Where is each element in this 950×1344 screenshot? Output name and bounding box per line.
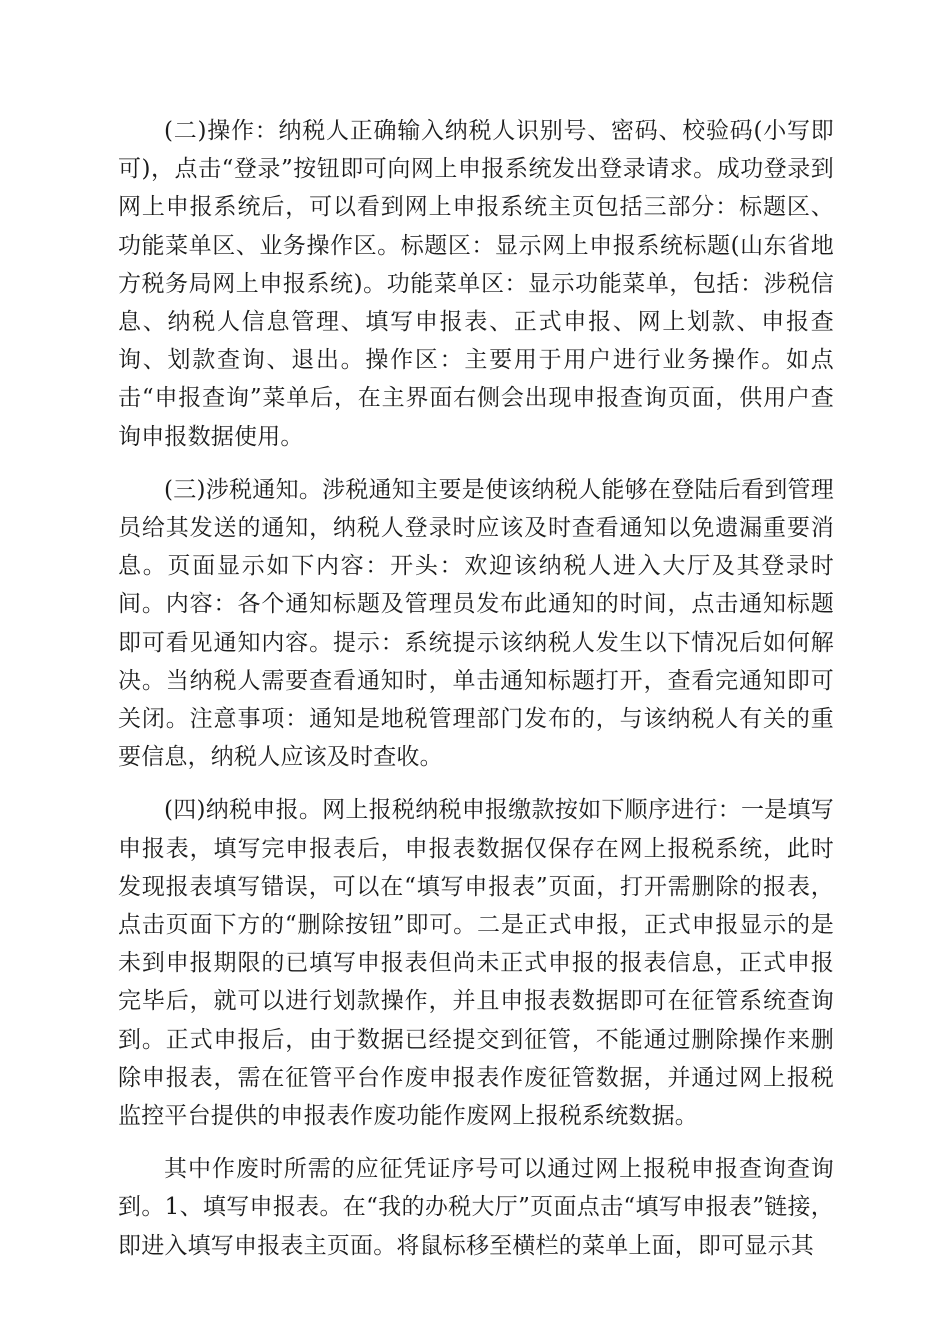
- paragraph-operation: (二)操作：纳税人正确输入纳税人识别号、密码、校验码(小写即可)，点击“登录”按钮即可向网上申报系统发出登录请求。成功登录到网上申报系统后，可以看到网上申报系统主页包括三部分：标题区、功能菜单区、业务操作区。标题区：显示网上申报系统标题(山东省地方税务局网上申报系统)。功能菜单区：显示功能菜单，包括：涉税信息、纳税人信息管理、填写申报表、正式申报、网上划款、申报查询、划款查询、退出。操作区：主要用于用户进行业务操作。如点击“申报查询”菜单后，在主界面右侧会出现申报查询页面，供用户查询申报数据使用。: [118, 118, 834, 450]
- document-body: [118, 112, 834, 1265]
- paragraph-void-and-fill-form: 其中作废时所需的应征凭证序号可以通过网上报税申报查询查询到。1、填写申报表。在“我的办税大厅”页面点击“填写申报表”链接，即进入填写申报表主页面。将鼠标移至横栏的菜单上面，即可显示其: [118, 1156, 834, 1259]
- paragraph-tax-declaration: (四)纳税申报。网上报税纳税申报缴款按如下顺序进行：一是填写申报表，填写完申报表后，申报表数据仅保存在网上报税系统，此时发现报表填写错误，可以在“填写申报表”页面，打开需删除的报表，点击页面下方的“删除按钮”即可。二是正式申报，正式申报显示的是未到申报期限的已填写申报表但尚未正式申报的报表信息，正式申报完毕后，就可以进行划款操作，并且申报表数据即可在征管系统查询到。正式申报后，由于数据已经提交到征管，不能通过删除操作来删除申报表，需在征管平台作废申报表作废征管数据，并通过网上报税监控平台提供的申报表作废功能作废网上报税系统数据。: [118, 797, 834, 1130]
- paragraph-tax-notice: (三)涉税通知。涉税通知主要是使该纳税人能够在登陆后看到管理员给其发送的通知，纳税人登录时应该及时查看通知以免遗漏重要消息。页面显示如下内容：开头：欢迎该纳税人进入大厅及其登录时间。内容：各个通知标题及管理员发布此通知的时间，点击通知标题即可看见通知内容。提示：系统提示该纳税人发生以下情况后如何解决。当纳税人需要查看通知时，单击通知标题打开，查看完通知即可关闭。注意事项：通知是地税管理部门发布的，与该纳税人有关的重要信息，纳税人应该及时查收。: [118, 476, 834, 771]
